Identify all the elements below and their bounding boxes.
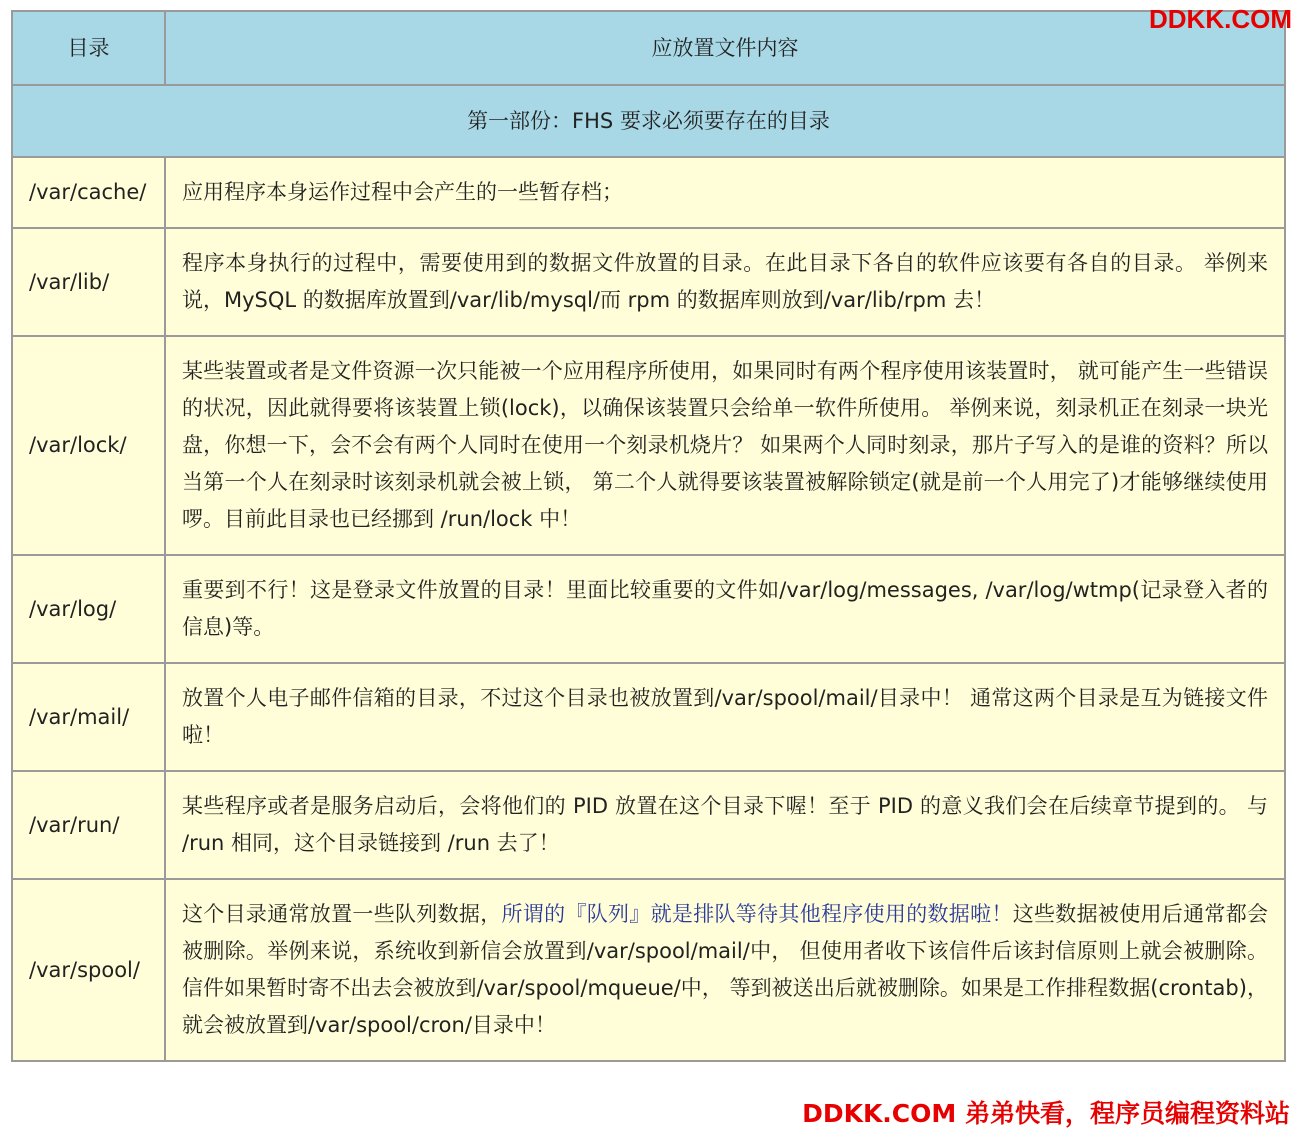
dir-cell: /var/lock/ — [12, 336, 165, 555]
table-row — [12, 555, 1285, 663]
desc-text: 这个目录通常放置一些队列数据， — [182, 902, 502, 926]
watermark-logo-top: DDKK.COM — [1149, 4, 1292, 34]
header-content: 应放置文件内容 — [165, 11, 1285, 85]
desc-cell — [165, 879, 1285, 1061]
desc-cell: 重要到不行！这是登录文件放置的目录！里面比较重要的文件如/var/log/messages, /var/log/wtmp(记录登入者的信息)等。 — [165, 555, 1285, 663]
header-directory: 目录 — [12, 11, 165, 85]
dir-cell: /var/spool/ — [12, 879, 165, 1061]
table-row — [12, 879, 1285, 1061]
table-row — [12, 228, 1285, 336]
table-row — [12, 336, 1285, 555]
dir-cell: /var/run/ — [12, 771, 165, 879]
dir-cell: /var/lib/ — [12, 228, 165, 336]
desc-cell: 程序本身执行的过程中，需要使用到的数据文件放置的目录。在此目录下各自的软件应该要有各自的目录。 举例来说，MySQL 的数据库放置到/var/lib/mysql/而 rpm 的数据库则放到/var/lib/rpm 去！ — [165, 228, 1285, 336]
desc-cell: 放置个人电子邮件信箱的目录，不过这个目录也被放置到/var/spool/mail/目录中！ 通常这两个目录是互为链接文件啦！ — [165, 663, 1285, 771]
desc-cell: 某些装置或者是文件资源一次只能被一个应用程序所使用，如果同时有两个程序使用该装置时， 就可能产生一些错误的状况，因此就得要将该装置上锁(lock)，以确保该装置只会给单一软件所使用。 举例来说，刻录机正在刻录一块光盘，你想一下，会不会有两个人同时在使用一个刻录机烧片？ 如果两个人同时刻录，那片子写入的是谁的资料？所以当第一个人在刻录时该刻录机就会被上锁， 第二个人就得要该装置被解除锁定(就是前一个人用完了)才能够继续使用啰。目前此目录也已经挪到 /run/lock 中！ — [165, 336, 1285, 555]
section-title: 第一部份：FHS 要求必须要存在的目录 — [12, 85, 1285, 157]
table-row — [12, 771, 1285, 879]
section-row — [12, 85, 1285, 157]
dir-cell: /var/cache/ — [12, 157, 165, 228]
watermark-slogan-bottom: DDKK.COM 弟弟快看，程序员编程资料站 — [800, 1094, 1292, 1130]
table-header-row — [12, 11, 1285, 85]
desc-highlight-text: 所谓的『队列』就是排队等待其他程序使用的数据啦！ — [501, 902, 1013, 926]
fhs-var-directory-table — [11, 10, 1286, 1062]
dir-cell: /var/log/ — [12, 555, 165, 663]
table-row — [12, 157, 1285, 228]
desc-cell: 应用程序本身运作过程中会产生的一些暂存档； — [165, 157, 1285, 228]
desc-cell: 某些程序或者是服务启动后，会将他们的 PID 放置在这个目录下喔！至于 PID 的意义我们会在后续章节提到的。 与 /run 相同，这个目录链接到 /run 去了！ — [165, 771, 1285, 879]
dir-cell: /var/mail/ — [12, 663, 165, 771]
desc-text: 这些数据被使用后通常都会被删除。举例来说，系统收到新信会放置到/var/spool/mail/中， 但使用者收下该信件后该封信原则上就会被删除。信件如果暂时寄不出去会被放到/var/spool/mqueue/中， 等到被送出后就被删除。如果是工作排程数据(crontab)，就会被放置到/var/spool/cron/目录中！ — [182, 902, 1269, 1037]
table-row — [12, 663, 1285, 771]
